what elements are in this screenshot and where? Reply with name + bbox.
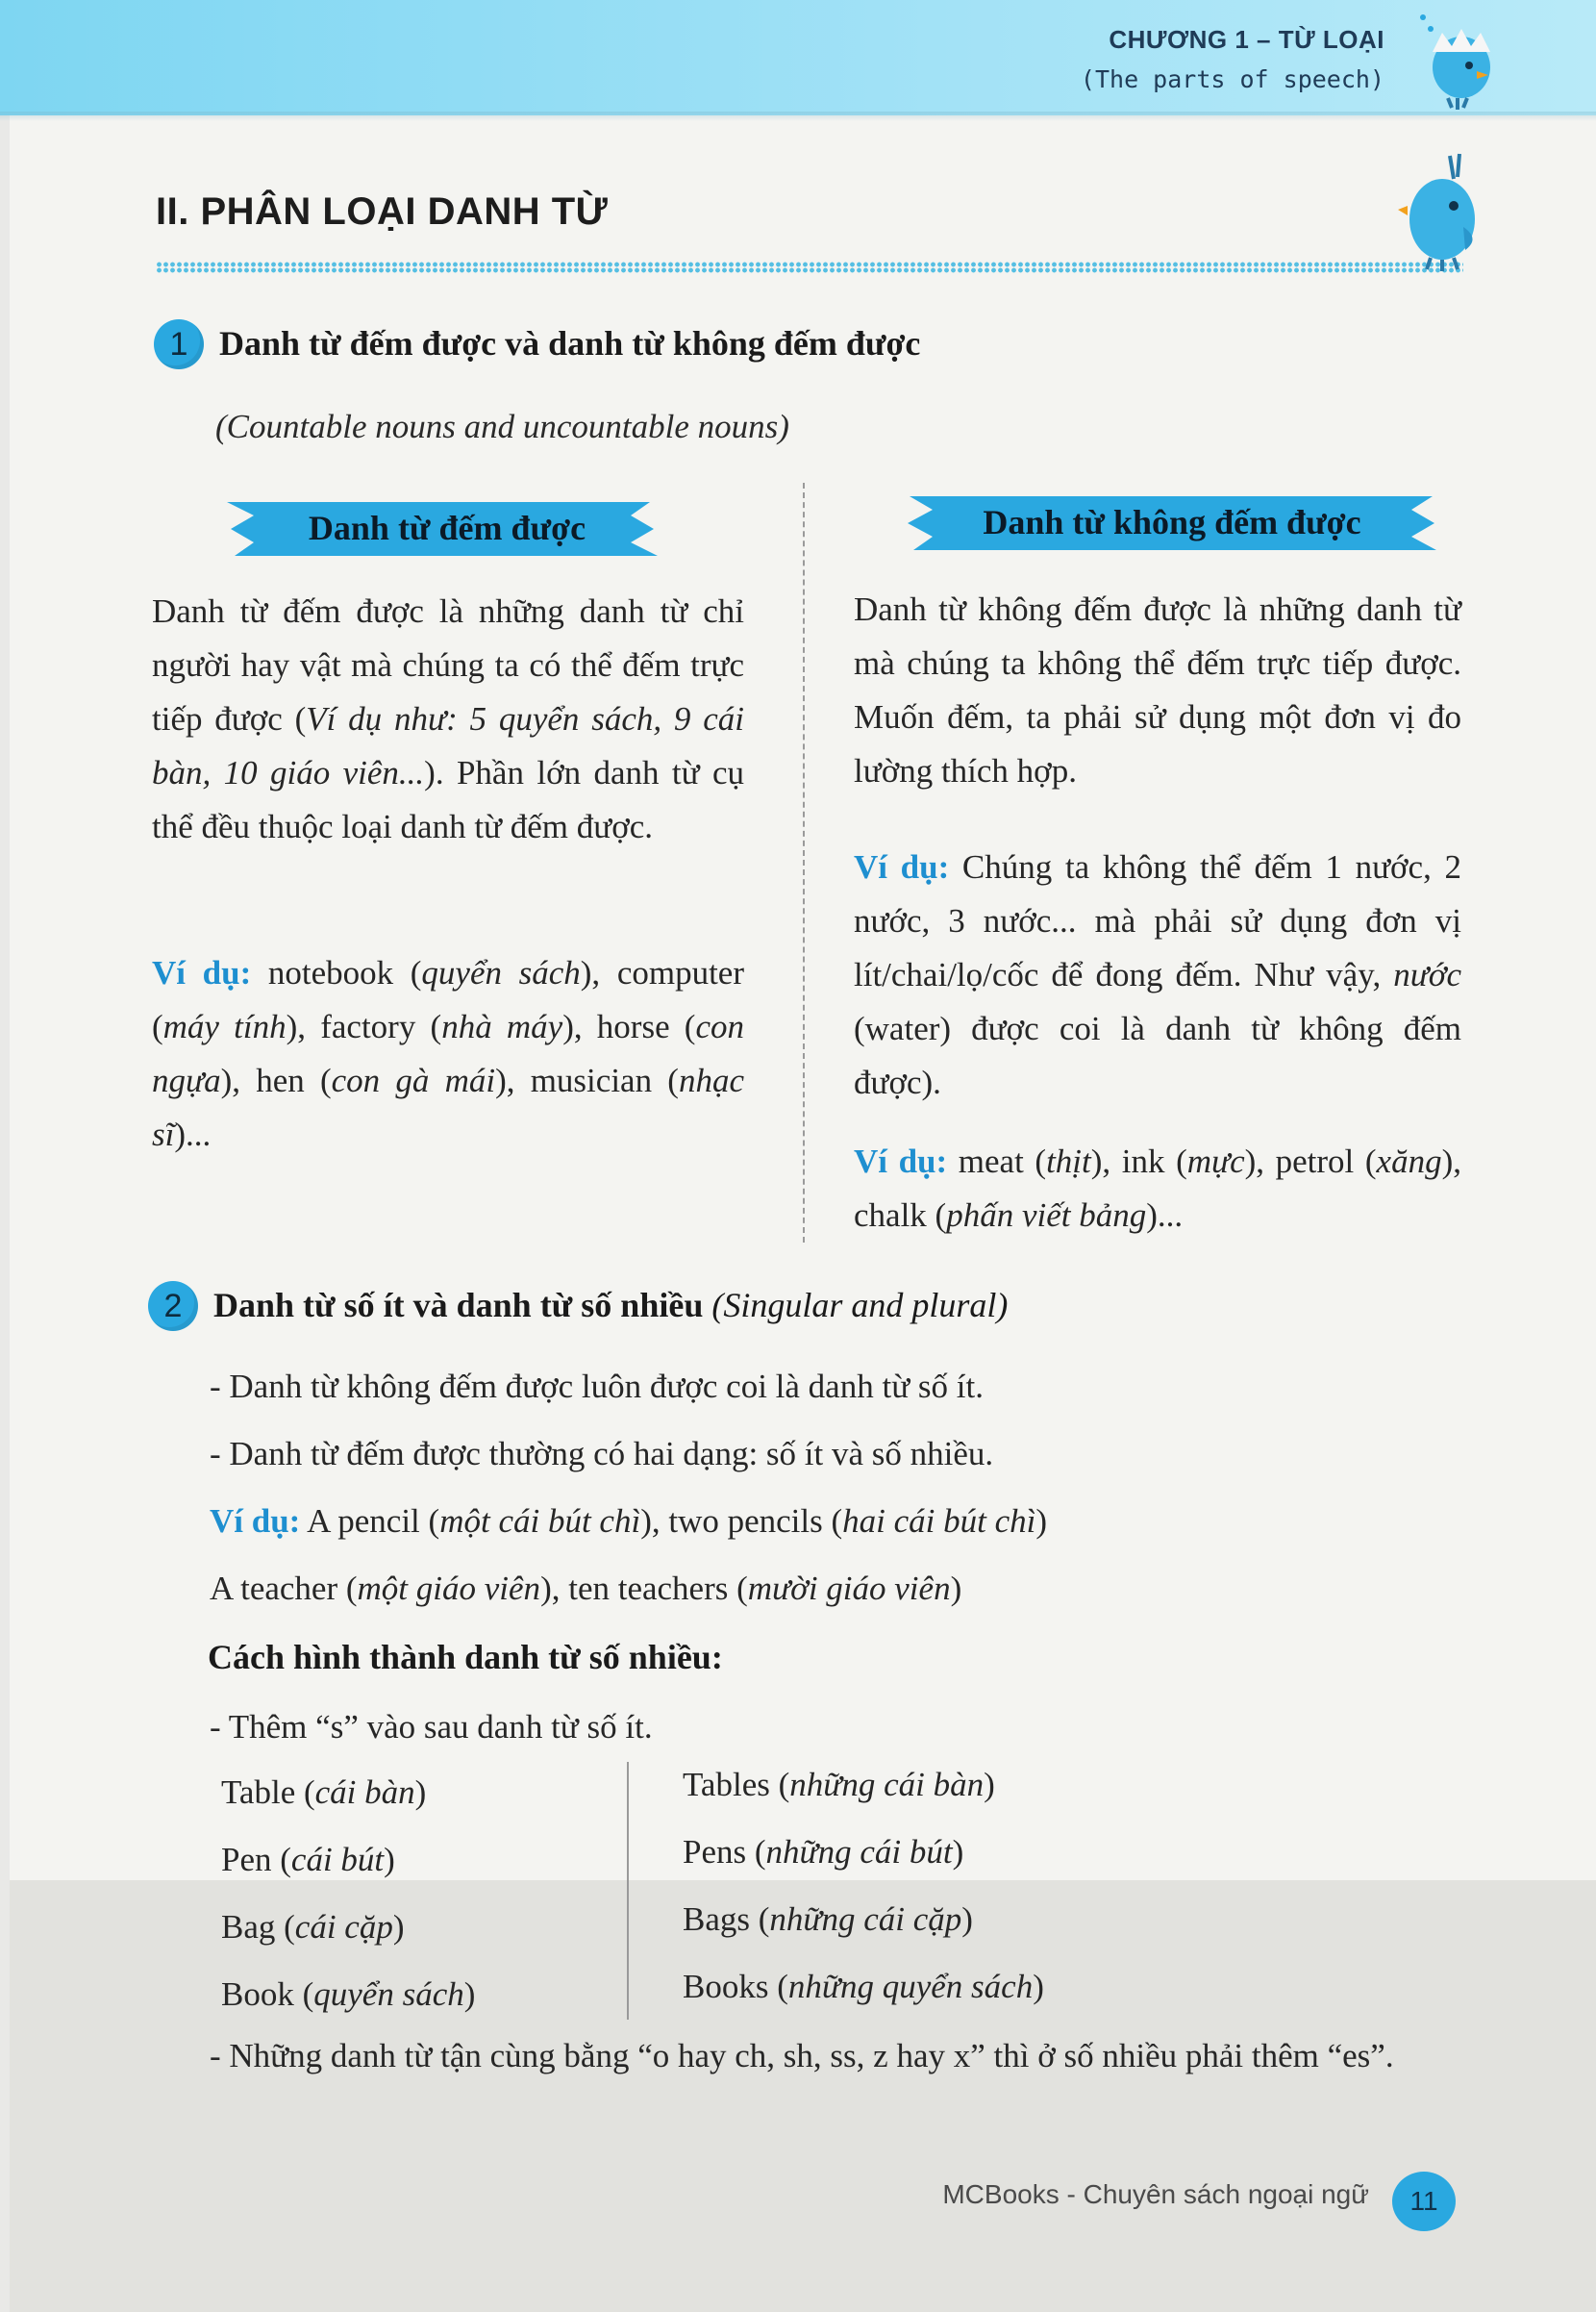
section-number-badge: 1 xyxy=(154,319,204,369)
uncountable-example-1: Ví dụ: Chúng ta không thể đếm 1 nước, 2 nước, 3 nước... mà phải sử dụng đơn vị lít/chai/lọ/cốc để đong đếm. Như vậy, nước (water) được coi là danh từ không đếm được). xyxy=(854,848,1461,1101)
countable-examples: Ví dụ: notebook (quyển sách), computer (máy tính), factory (nhà máy), horse (con ngựa), hen (con gà mái), musician (nhạc sĩ)... xyxy=(152,954,745,1153)
bird-mascot-icon xyxy=(1409,8,1506,112)
table-row-plural: Books (những quyển sách) xyxy=(683,1968,1044,2005)
chapter-subtitle: (The parts of speech) xyxy=(1080,65,1384,93)
section-number-badge: 2 xyxy=(148,1281,198,1331)
ribbon-uncountable-label: Danh từ không đếm được xyxy=(983,503,1361,541)
table-row-singular: Table (cái bàn) xyxy=(221,1773,427,1811)
ribbon-countable xyxy=(227,498,667,558)
chapter-title: CHƯƠNG 1 – TỪ LOẠI xyxy=(1109,25,1384,54)
title-divider xyxy=(156,262,1463,273)
table-row-singular: Pen (cái bút) xyxy=(221,1841,395,1878)
uncountable-description: Danh từ không đếm được là những danh từ mà chúng ta không thể đếm trực tiếp được. Muốn đếm, ta phải sử dụng một đơn vị đo lường thích hợp. xyxy=(854,591,1461,790)
header-shadow xyxy=(0,112,1596,121)
page-number: 11 xyxy=(1392,2172,1456,2231)
column-divider xyxy=(803,483,805,1243)
uncountable-example-2: Ví dụ: meat (thịt), ink (mực), petrol (xăng), chalk (phấn viết bảng)... xyxy=(854,1143,1461,1234)
section-title: II. PHÂN LOẠI DANH TỪ xyxy=(156,190,609,233)
bird-mascot-icon xyxy=(1396,146,1484,271)
example-label: Ví dụ: xyxy=(210,1502,301,1540)
table-row-plural: Tables (những cái bàn) xyxy=(683,1766,995,1803)
table-row-singular: Bag (cái cặp) xyxy=(221,1908,405,1946)
example-label: Ví dụ: xyxy=(854,848,950,886)
ribbon-countable-label: Danh từ đếm được xyxy=(308,509,586,547)
ribbon-uncountable xyxy=(904,492,1440,552)
plural-rule-es: - Những danh từ tận cùng bằng “o hay ch, sh, ss, z hay x” thì ở số nhiều phải thêm “es”. xyxy=(210,2037,1394,2074)
plural-example-1: Ví dụ: A pencil (một cái bút chì), two pencils (hai cái bút chì) xyxy=(210,1502,1048,1540)
part1-heading: Danh từ đếm được và danh từ không đếm được xyxy=(219,324,921,363)
plural-formation-heading: Cách hình thành danh từ số nhiều: xyxy=(208,1638,723,1676)
table-row-plural: Pens (những cái bút) xyxy=(683,1833,964,1871)
example-label: Ví dụ: xyxy=(854,1143,948,1180)
bullet-uncountable-singular: - Danh từ không đếm được luôn được coi là danh từ số ít. xyxy=(210,1368,984,1405)
part1-subheading: (Countable nouns and uncountable nouns) xyxy=(215,408,789,445)
example-label: Ví dụ: xyxy=(152,954,252,992)
countable-description: Danh từ đếm được là những danh từ chỉ người hay vật mà chúng ta có thể đếm trực tiếp được (Ví dụ như: 5 quyển sách, 9 cái bàn, 10 giáo viên...). Phần lớn danh từ cụ thể đều thuộc loại danh từ đếm được. xyxy=(152,592,744,845)
header-band xyxy=(0,0,1596,115)
bullet-countable-forms: - Danh từ đếm được thường có hai dạng: số ít và số nhiều. xyxy=(210,1435,994,1472)
part2-heading: Danh từ số ít và danh từ số nhiều (Singular and plural) xyxy=(213,1286,1009,1324)
table-row-plural: Bags (những cái cặp) xyxy=(683,1900,973,1938)
table-divider xyxy=(627,1762,629,2020)
plural-example-2: A teacher (một giáo viên), ten teachers (mười giáo viên) xyxy=(210,1570,962,1607)
plural-rule-s: - Thêm “s” vào sau danh từ số ít. xyxy=(210,1708,653,1746)
table-row-singular: Book (quyển sách) xyxy=(221,1975,476,2013)
footer-publisher: MCBooks - Chuyên sách ngoại ngữ xyxy=(942,2179,1369,2209)
